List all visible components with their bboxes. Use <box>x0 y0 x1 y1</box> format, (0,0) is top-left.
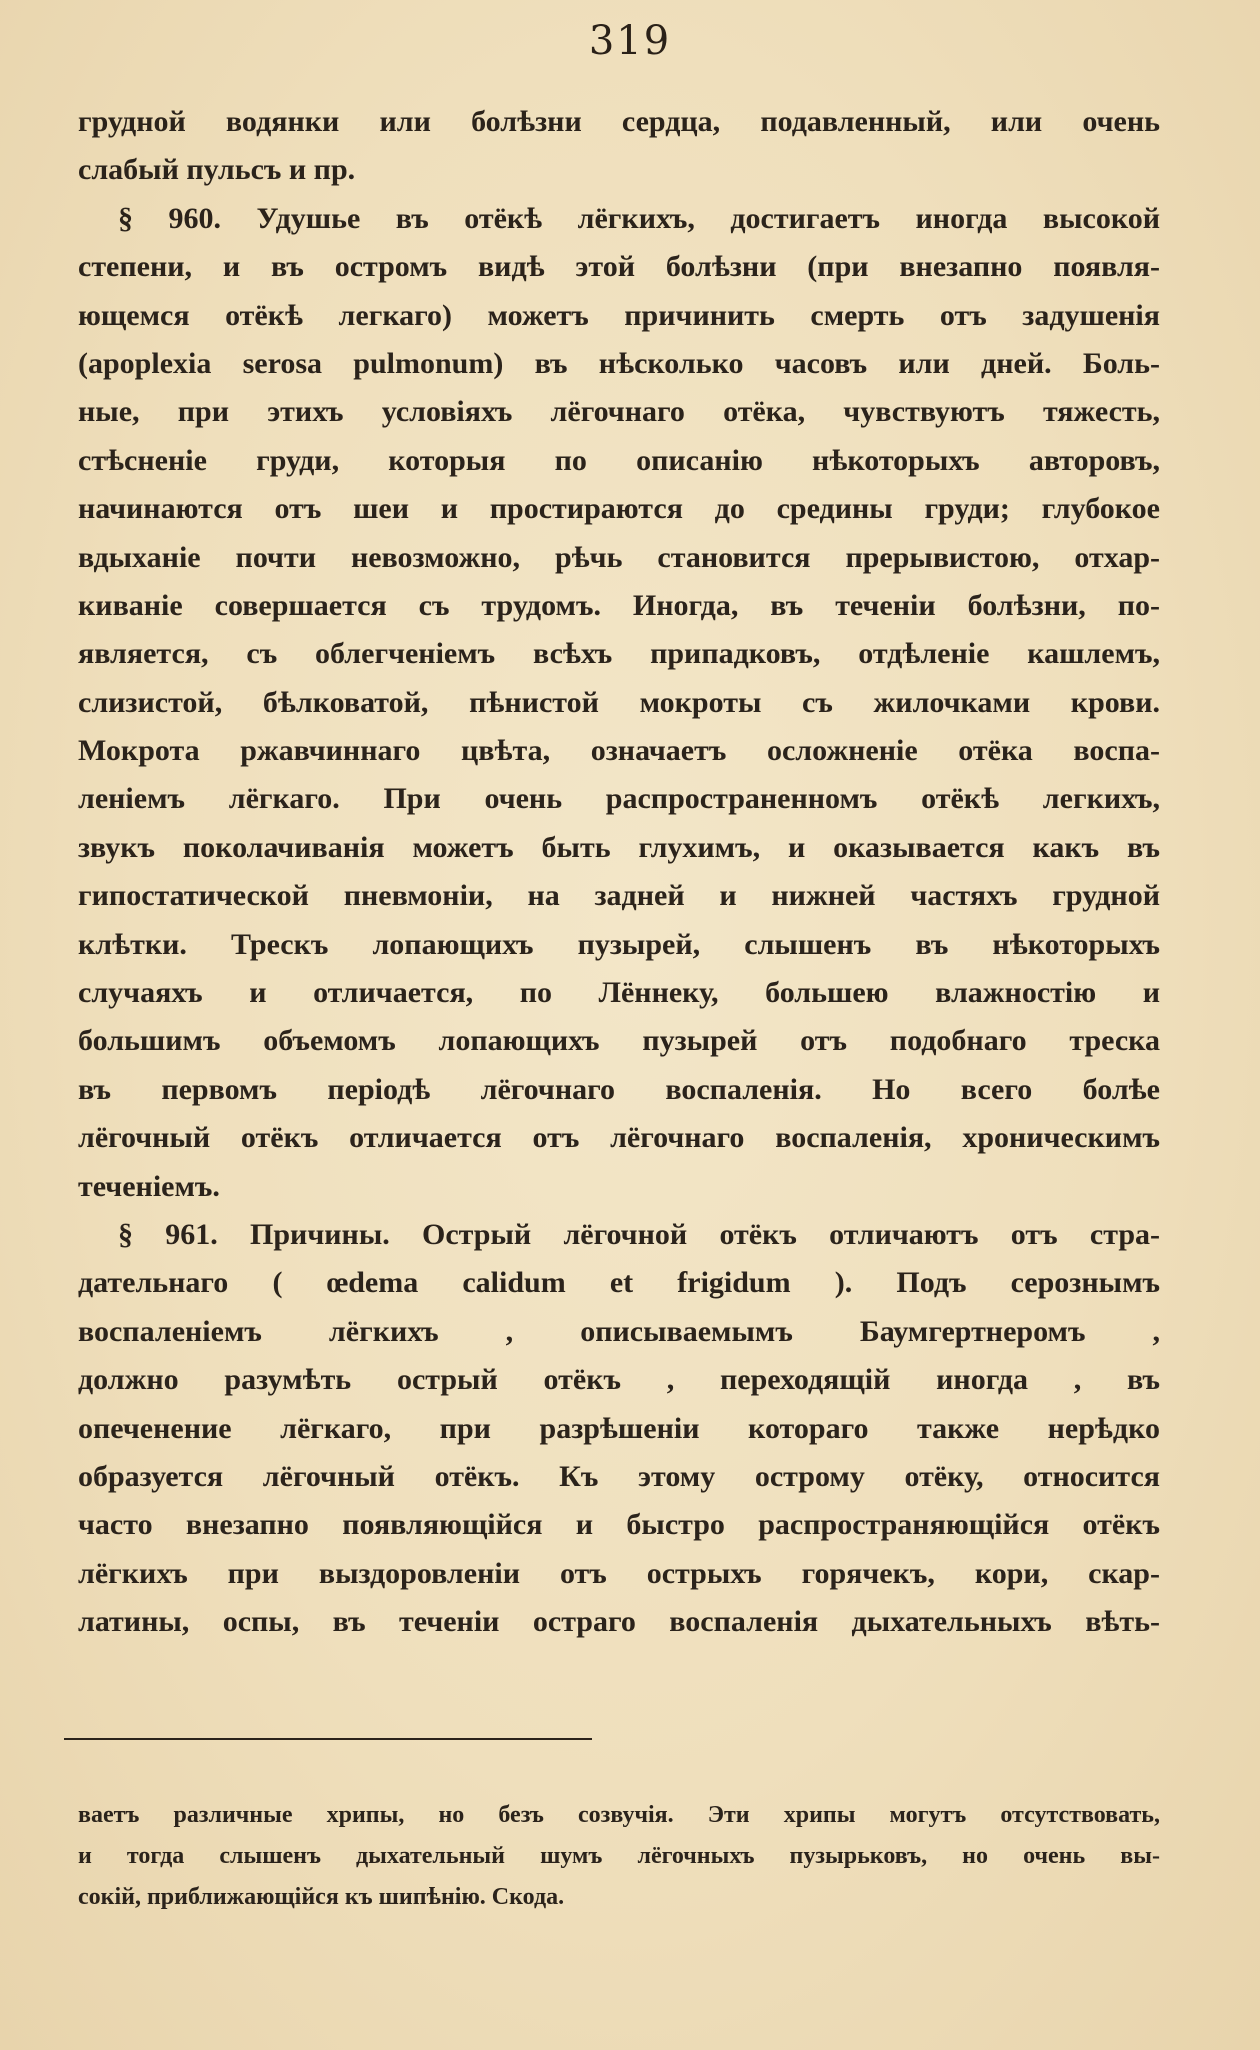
footnote-divider <box>64 1738 592 1740</box>
text-line: Мокрота ржавчиннаго цвѣта, означаетъ осложненіе отёка воспа- <box>78 734 1160 768</box>
text-line: леніемъ лёгкаго. При очень распространенномъ отёкѣ легкихъ, <box>78 782 1160 816</box>
page-number: 319 <box>588 18 672 64</box>
text-line: случаяхъ и отличается, по Лённеку, большею влажностію и <box>78 976 1160 1010</box>
body-text <box>78 98 1160 1647</box>
text-line: лёгкихъ при выздоровленіи отъ острыхъ горячекъ, кори, скар- <box>78 1556 1160 1590</box>
footnote-line: сокій, приближающійся къ шипѣнію. Скода. <box>78 1884 565 1910</box>
text-line: латины, оспы, въ теченіи остраго воспаленія дыхательныхъ вѣть- <box>78 1605 1160 1639</box>
text-line: образуется лёгочный отёкъ. Къ этому острому отёку, относится <box>78 1459 1160 1493</box>
text-line: большимъ объемомъ лопающихъ пузырей отъ подобнаго треска <box>78 1024 1160 1058</box>
text-line: клѣтки. Трескъ лопающихъ пузырей, слышенъ въ нѣкоторыхъ <box>78 927 1160 961</box>
footnote-line: и тогда слышенъ дыхательный шумъ лёгочныхъ пузырьковъ, но очень вы- <box>78 1843 1160 1869</box>
text-line: слизистой, бѣлковатой, пѣнистой мокроты съ жилочками крови. <box>78 685 1160 719</box>
text-line: теченіемъ. <box>78 1169 220 1203</box>
text-line: должно разумѣть острый отёкъ , переходящій иногда , въ <box>78 1363 1160 1397</box>
text-line: начинаются отъ шеи и простираются до средины груди; глубокое <box>78 492 1160 526</box>
text-line: ные, при этихъ условіяхъ лёгочнаго отёка, чувствуютъ тяжесть, <box>78 395 1160 429</box>
text-line: является, съ облегченіемъ всѣхъ припадковъ, отдѣленіе кашлемъ, <box>78 637 1160 671</box>
text-line: степени, и въ остромъ видѣ этой болѣзни (при внезапно появля- <box>78 250 1160 284</box>
footnote-line: ваетъ различные хрипы, но безъ созвучія. Эти хрипы могутъ отсутствовать, <box>78 1802 1160 1828</box>
text-line: стѣсненіе груди, которыя по описанію нѣкоторыхъ авторовъ, <box>78 443 1160 477</box>
text-line: гипостатической пневмоніи, на задней и нижней частяхъ грудной <box>78 879 1160 913</box>
text-line: опеченение лёгкаго, при разрѣшеніи котораго также нерѣдко <box>78 1411 1160 1445</box>
text-line: § 960. Удушье въ отёкѣ лёгкихъ, достигаетъ иногда высокой <box>118 201 1160 235</box>
text-line: дательнаго ( œdema calidum et frigidum ). Подъ серознымъ <box>78 1266 1160 1300</box>
text-line: ющемся отёкѣ легкаго) можетъ причинить смерть отъ задушенія <box>78 298 1160 332</box>
text-line: киваніе совершается съ трудомъ. Иногда, въ теченіи болѣзни, по- <box>78 588 1160 622</box>
text-line: въ первомъ періодѣ лёгочнаго воспаленія. Но всего болѣе <box>78 1072 1160 1106</box>
text-line: слабый пульсъ и пр. <box>78 153 356 187</box>
text-line: § 961. Причины. Острый лёгочной отёкъ отличаютъ отъ стра- <box>118 1217 1160 1251</box>
text-line: вдыханіе почти невозможно, рѣчь становится прерывистою, отхар- <box>78 540 1160 574</box>
text-line: звукъ поколачиванія можетъ быть глухимъ, и оказывается какъ въ <box>78 830 1160 864</box>
text-line: лёгочный отёкъ отличается отъ лёгочнаго воспаленія, хроническимъ <box>78 1121 1160 1155</box>
text-line: (apoplexia serosa pulmonum) въ нѣсколько часовъ или дней. Боль- <box>78 346 1160 380</box>
footnote <box>78 1795 1160 1918</box>
text-line: грудной водянки или болѣзни сердца, подавленный, или очень <box>78 105 1160 138</box>
text-line: часто внезапно появляющійся и быстро распространяющійся отёкъ <box>78 1508 1160 1542</box>
text-line: воспаленіемъ лёгкихъ , описываемымъ Баумгертнеромъ , <box>78 1314 1160 1348</box>
